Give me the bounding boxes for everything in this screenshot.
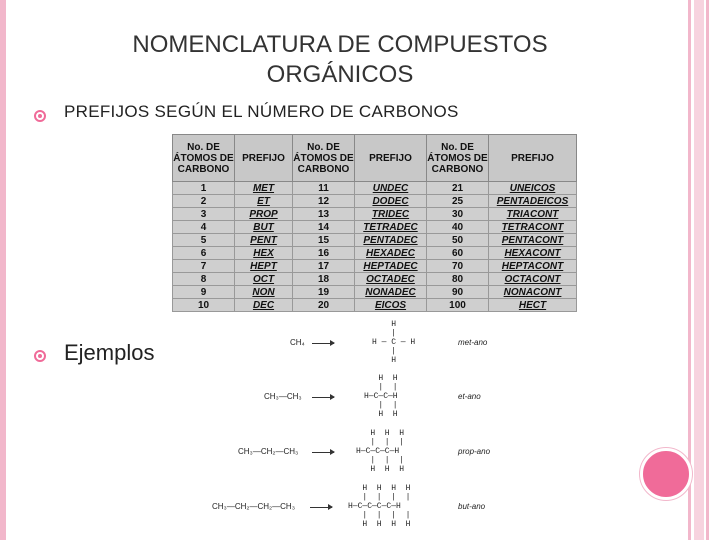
carbon-count-cell: 90 [427,286,489,299]
prefix-cell: PENT [235,234,293,247]
right-border-line [706,0,709,540]
propane-structure: H H H | | | H—C—C—C—H | | | H H H [356,429,405,474]
arrow-icon [310,507,332,508]
carbon-count-cell: 80 [427,273,489,286]
prefix-cell: HEXADEC [355,247,427,260]
carbon-count-cell: 1 [173,182,235,195]
table-row [173,208,577,221]
table-header-row [173,135,577,182]
carbon-count-cell: 50 [427,234,489,247]
ethane-structure: H H | | H—C—C—H | | H H [364,374,398,419]
header-cell: PREFIJO [489,135,577,182]
right-border-decoration [688,0,691,540]
carbon-count-cell: 10 [173,299,235,312]
header-cell: No. DE ÁTOMOS DE CARBONO [293,135,355,182]
carbon-count-cell: 6 [173,247,235,260]
header-cell: PREFIJO [235,135,293,182]
table-row [173,182,577,195]
prefix-cell: HEX [235,247,293,260]
example-formula: CH₃—CH₂—CH₃ [238,447,299,456]
carbon-count-cell: 13 [293,208,355,221]
carbon-count-cell: 25 [427,195,489,208]
prefix-cell: HEPTADEC [355,260,427,273]
example-name: but-ano [458,502,486,511]
prefix-cell: ET [235,195,293,208]
example-name: met-ano [458,338,488,347]
carbon-count-cell: 60 [427,247,489,260]
right-border-band [694,0,704,540]
prefix-cell: PENTACONT [489,234,577,247]
prefix-cell: UNDEC [355,182,427,195]
arrow-icon [312,397,334,398]
example-name: prop-ano [458,447,491,456]
prefix-cell: TRIACONT [489,208,577,221]
carbon-count-cell: 18 [293,273,355,286]
bullet-prefixes-text: PREFIJOS SEGÚN EL NÚMERO DE CARBONOS [64,102,459,121]
carbon-count-cell: 7 [173,260,235,273]
carbon-count-cell: 100 [427,299,489,312]
carbon-count-cell: 11 [293,182,355,195]
carbon-count-cell: 9 [173,286,235,299]
prefix-cell: UNEICOS [489,182,577,195]
arrow-icon [312,343,334,344]
carbon-count-cell: 40 [427,221,489,234]
methane-structure: H | H — C — H | H [372,320,416,365]
carbon-count-cell: 30 [427,208,489,221]
bullet-icon [34,110,46,122]
header-cell: PREFIJO [355,135,427,182]
carbon-count-cell: 5 [173,234,235,247]
carbon-count-cell: 21 [427,182,489,195]
prefix-cell: MET [235,182,293,195]
bullet-examples-text: Ejemplos [64,340,155,365]
table-body [173,182,577,312]
table-row [173,299,577,312]
prefix-cell: PENTADEICOS [489,195,577,208]
prefix-cell: NONACONT [489,286,577,299]
slide-title: NOMENCLATURA DE COMPUESTOS ORGÁNICOS [132,31,548,88]
prefix-cell: PROP [235,208,293,221]
table-row [173,195,577,208]
carbon-count-cell: 15 [293,234,355,247]
bullet-icon [34,350,46,362]
carbon-count-cell: 2 [173,195,235,208]
prefix-cell: TRIDEC [355,208,427,221]
carbon-count-cell: 16 [293,247,355,260]
prefix-cell: BUT [235,221,293,234]
header-cell: No. DE ÁTOMOS DE CARBONO [173,135,235,182]
table-row [173,221,577,234]
carbon-count-cell: 4 [173,221,235,234]
table-row [173,260,577,273]
prefix-cell: HEPTACONT [489,260,577,273]
example-name: et-ano [458,392,481,401]
prefix-cell: OCTADEC [355,273,427,286]
prefix-cell: TETRADEC [355,221,427,234]
carbon-count-cell: 8 [173,273,235,286]
prefix-cell: TETRACONT [489,221,577,234]
carbon-count-cell: 70 [427,260,489,273]
prefix-cell: HEPT [235,260,293,273]
butane-structure: H H H H | | | | H—C—C—C—C—H | | | | H H H H [348,484,411,529]
example-formula: CH₄ [290,338,305,347]
carbon-count-cell: 17 [293,260,355,273]
left-border-decoration [0,0,6,540]
prefix-cell: HEXACONT [489,247,577,260]
prefix-cell: HECT [489,299,577,312]
prefix-cell: NONADEC [355,286,427,299]
prefix-cell: DODEC [355,195,427,208]
table-row [173,247,577,260]
prefix-cell: EICOS [355,299,427,312]
carbon-count-cell: 14 [293,221,355,234]
prefix-cell: OCT [235,273,293,286]
example-formula: CH₃—CH₃ [264,392,302,401]
carbon-count-cell: 20 [293,299,355,312]
decorative-circle [640,448,692,500]
prefix-table-container [172,134,576,310]
prefix-table [172,134,577,312]
carbon-count-cell: 3 [173,208,235,221]
carbon-count-cell: 19 [293,286,355,299]
header-cell: No. DE ÁTOMOS DE CARBONO [427,135,489,182]
table-row [173,286,577,299]
prefix-cell: DEC [235,299,293,312]
prefix-cell: NON [235,286,293,299]
arrow-icon [312,452,334,453]
table-row [173,234,577,247]
carbon-count-cell: 12 [293,195,355,208]
table-row [173,273,577,286]
prefix-cell: PENTADEC [355,234,427,247]
example-formula: CH₃—CH₂—CH₂—CH₃ [212,502,295,511]
prefix-cell: OCTACONT [489,273,577,286]
